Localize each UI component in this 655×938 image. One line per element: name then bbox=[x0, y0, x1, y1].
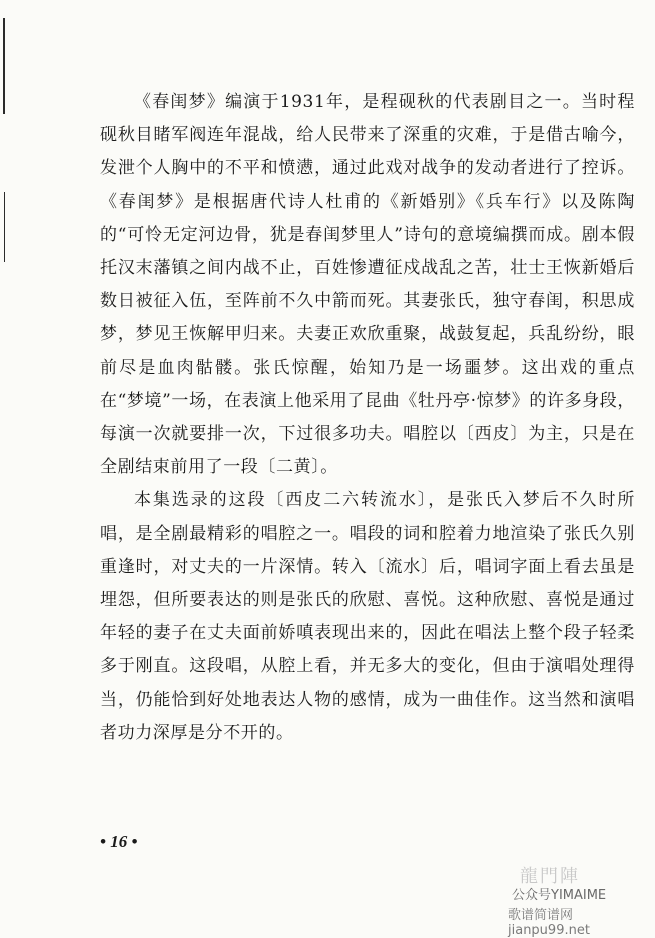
page-body bbox=[100, 86, 635, 750]
watermark-account: 公众号YIMAIME bbox=[512, 888, 607, 903]
binding-edge-line bbox=[3, 18, 5, 114]
paragraph-2: 本集选录的这段〔西皮二六转流水〕，是张氏入梦后不久时所唱，是全剧最精彩的唱腔之一。唱段的词和腔着力地渲染了张氏久别重逢时，对丈夫的一片深情。转入〔流水〕后，唱词字面上看去虽是埋怨，但所要表达的则是张氏的欣慰、喜悦。这种欣慰、喜悦是通过年轻的妻子在丈夫面前娇嗔表现出来的，因此在唱法上整个段子轻柔多于刚直。这段唱，从腔上看，并无多大的变化，但由于演唱处理得当，仍能恰到好处地表达人物的感情，成为一曲佳作。这当然和演唱者功力深厚是分不开的。 bbox=[100, 490, 635, 743]
paragraph-1: 《春闺梦》编演于1931年，是程砚秋的代表剧目之一。当时程砚秋目睹军阀连年混战，给人民带来了深重的灾难，于是借古喻今，发泄个人胸中的不平和愤懑，通过此戏对战争的发动者进行了控诉。《春闺梦》是根据唐代诗人杜甫的《新婚别》《兵车行》以及陈陶的“可怜无定河边骨，犹是春闺梦里人”诗句的意境编撰而成。剧本假托汉末藩镇之间内战不止，百姓惨遭征戍战乱之苦，壮士王恢新婚后数日被征入伍，至阵前不久中箭而死。其妻张氏，独守春闺，积思成梦，梦见王恢解甲归来。夫妻正欢欣重聚，战鼓复起，兵乱纷纷，眼前尽是血肉骷髅。张氏惊醒，始知乃是一场噩梦。这出戏的重点在“梦境”一场，在表演上他采用了昆曲《牡丹亭·惊梦》的许多身段，每演一次就要排一次，下过很多功夫。唱腔以〔西皮〕为主，只是在全剧结束前用了一段〔二黄〕。 bbox=[100, 92, 635, 478]
watermark-site: 歌谱简谱网 jianpu99.net bbox=[508, 908, 590, 938]
binding-edge-line bbox=[4, 192, 5, 262]
page-number: • 16 • bbox=[100, 832, 138, 851]
watermark-logo: 龍門陣 bbox=[520, 866, 580, 887]
